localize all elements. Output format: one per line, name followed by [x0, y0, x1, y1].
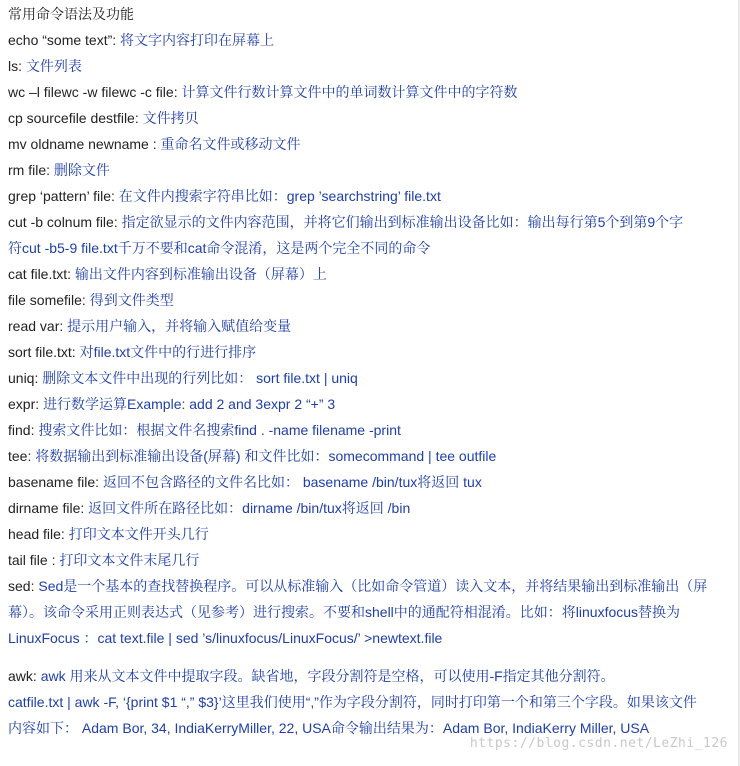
- command-syntax: uniq:: [8, 370, 43, 386]
- command-syntax: dirname file:: [8, 500, 89, 516]
- watermark: https://blog.csdn.net/LeZhi_126: [469, 736, 728, 751]
- command-syntax: mv oldname newname :: [8, 136, 161, 152]
- command-description: 进行数学运算Example: add 2 and 3expr 2 “+” 3: [43, 396, 336, 412]
- command-syntax: cut -b colnum file:: [8, 214, 122, 230]
- command-syntax: 常用命令语法及功能: [8, 6, 134, 22]
- text-line: [8, 108, 199, 128]
- command-syntax: wc –l filewc -w filewc -c file:: [8, 84, 182, 100]
- text-line: [8, 316, 291, 336]
- command-description: 文件列表: [25, 58, 82, 74]
- command-syntax: expr:: [8, 396, 44, 412]
- command-syntax: file somefile:: [8, 292, 90, 308]
- text-line: [8, 160, 110, 180]
- command-syntax: cat file.txt:: [8, 266, 75, 282]
- command-syntax: head file:: [8, 526, 69, 542]
- text-line: [8, 30, 274, 50]
- text-line: [8, 498, 410, 518]
- command-syntax: find:: [8, 422, 39, 438]
- command-description: 将文字内容打印在屏幕上: [120, 32, 275, 48]
- text-line: [8, 524, 209, 544]
- command-description: catfile.txt | awk -F, ‘{print $1 “,” $3}’这里我们使用“,”作为字段分割符，同时打印第一个和第三个字段。如果该文件: [8, 694, 697, 710]
- command-description: 将数据输出到标准输出设备(屏幕) 和文件比如：somecommand | tee outfile: [35, 448, 497, 464]
- command-syntax: ls:: [8, 58, 26, 74]
- command-description: 重命名文件或移动文件: [160, 136, 301, 152]
- text-line: [8, 576, 707, 596]
- command-syntax: read var:: [8, 318, 68, 334]
- text-line: [8, 602, 680, 622]
- text-line: [8, 368, 358, 388]
- text-line: [8, 134, 301, 154]
- text-line: [8, 290, 174, 310]
- text-line: [8, 212, 683, 232]
- text-line: [8, 56, 82, 76]
- command-description: awk 用来从文本文件中提取字段。缺省地，字段分割符是空格，可以使用-F指定其他分割符。: [40, 668, 615, 684]
- command-description: Sed是一个基本的查找替换程序。可以从标准输入（比如命令管道）读入文本，并将结果输出到标准输出（屏: [38, 578, 708, 594]
- command-syntax: basename file:: [8, 474, 103, 490]
- text-line: [8, 186, 441, 206]
- command-description: 搜索文件比如：根据文件名搜索find . -name filename -print: [38, 422, 401, 438]
- text-line: [8, 550, 199, 570]
- text-line: [8, 446, 496, 466]
- command-description: 删除文件: [53, 162, 110, 178]
- command-syntax: sed:: [8, 578, 39, 594]
- text-line: [8, 420, 401, 440]
- command-description: 指定欲显示的文件内容范围，并将它们输出到标准输出设备比如：输出每行第5个到第9个字: [121, 214, 684, 230]
- command-syntax: echo “some text”:: [8, 32, 121, 48]
- text-line: [8, 394, 335, 414]
- text-line: [8, 238, 430, 258]
- command-description: 返回文件所在路径比如：dirname /bin/tux将返回 /bin: [88, 500, 411, 516]
- command-description: LinuxFocus ：cat text.file | sed ’s/linuxfocus/LinuxFocus/’ >newtext.file: [8, 630, 443, 646]
- text-line: [8, 4, 134, 24]
- command-description: 对file.txt文件中的行进行排序: [79, 344, 257, 360]
- command-syntax: tee:: [8, 448, 36, 464]
- text-line: [8, 628, 442, 648]
- text-line: [8, 666, 615, 686]
- text-line: [8, 264, 327, 284]
- command-description: 幕）。该命令采用正则表达式（见参考）进行搜索。不要和shell中的通配符相混淆。比如：将linuxfocus替换为: [8, 604, 681, 620]
- command-description: 返回不包含路径的文件名比如： basename /bin/tux将返回 tux: [102, 474, 482, 490]
- command-description: 删除文本文件中出现的行列比如： sort file.txt | uniq: [42, 370, 358, 386]
- command-description: 提示用户输入，并将输入赋值给变量: [67, 318, 292, 334]
- command-syntax: tail file :: [8, 552, 60, 568]
- command-description: 输出文件内容到标准输出设备（屏幕）上: [74, 266, 327, 282]
- command-syntax: cp sourcefile destfile:: [8, 110, 143, 126]
- command-syntax: rm file:: [8, 162, 54, 178]
- text-line: [8, 718, 649, 738]
- command-description: 计算文件行数计算文件中的单词数计算文件中的字符数: [181, 84, 518, 100]
- text-line: [8, 82, 517, 102]
- command-description: 打印文本文件末尾几行: [59, 552, 200, 568]
- text-line: [8, 342, 256, 362]
- command-description: 内容如下： Adam Bor, 34, IndiaKerryMiller, 22, USA命令输出结果为：Adam Bor, IndiaKerry Miller, USA: [8, 720, 650, 736]
- text-line: [8, 692, 697, 712]
- command-description: 文件拷贝: [142, 110, 199, 126]
- command-syntax: grep ‘pattern’ file:: [8, 188, 119, 204]
- command-description: 打印文本文件开头几行: [68, 526, 209, 542]
- command-description: 得到文件类型: [89, 292, 174, 308]
- command-description: 在文件内搜索字符串比如：grep ’searchstring’ file.txt: [118, 188, 441, 204]
- command-description: 符cut -b5-9 file.txt千万不要和cat命令混淆，这是两个完全不同的命令: [8, 240, 431, 256]
- command-syntax: awk:: [8, 668, 41, 684]
- command-syntax: sort file.txt:: [8, 344, 80, 360]
- text-line: [8, 472, 482, 492]
